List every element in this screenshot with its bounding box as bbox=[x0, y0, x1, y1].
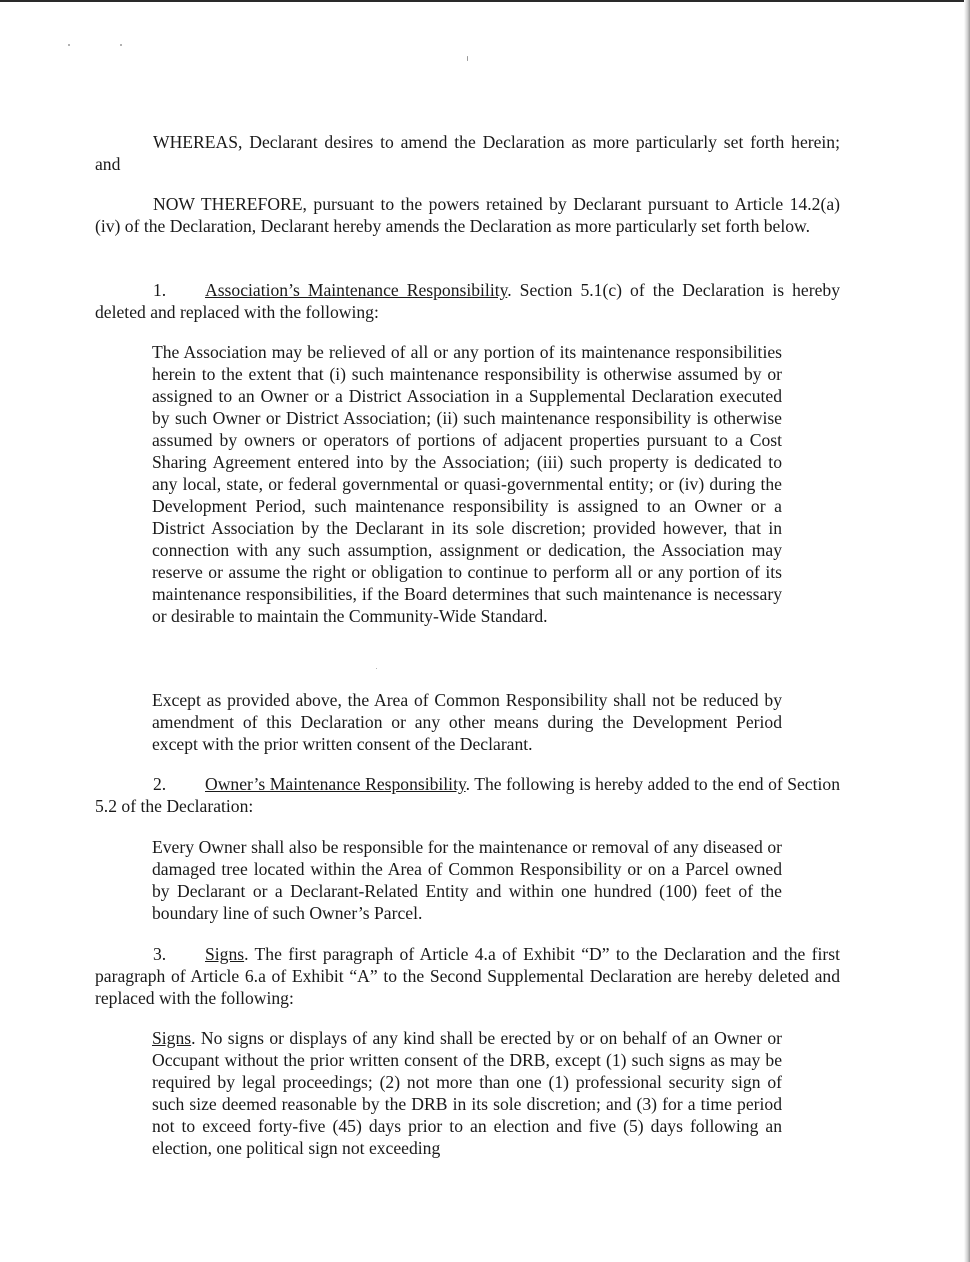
section-number: 2. bbox=[153, 774, 167, 794]
block-text: . No signs or displays of any kind shall be erected by or on behalf of an Owner or Occupant without the prior written consent of the DRB, except (1) such signs as may be required by legal proceedings; (2) not more than one (1) professional security sign of such size deemed reasonable by the DRB in its sole discretion; and (3) for a time period not to exceed forty-five (45) days prior to an election and five (5) days following an election, one political sign not exceeding bbox=[152, 1028, 782, 1158]
section-number: 1. bbox=[153, 280, 167, 300]
section-intro: . The first paragraph of Article 4.a of Exhibit “D” to the Declaration and the first paragraph of Article 6.a of Exhibit “A” to the Second Supplemental Declaration are hereby deleted and replaced with the following: bbox=[95, 944, 840, 1008]
section-number: 3. bbox=[153, 944, 167, 964]
scan-speck bbox=[68, 44, 70, 46]
section-1-paragraph bbox=[95, 279, 840, 323]
now-therefore-paragraph: NOW THEREFORE, pursuant to the powers retained by Declarant pursuant to Article 14.2(a)(iv) of the Declaration, Declarant hereby amends the Declaration as more particularly set forth below. bbox=[95, 194, 840, 236]
quoted-block: Every Owner shall also be responsible for the maintenance or removal of any diseased or damaged tree located within the Area of Common Responsibility or on a Parcel owned by Declarant or a Declarant-Related Entity and within one hundred (100) feet of the boundary line of such Owner’s Parcel. bbox=[152, 837, 782, 923]
scan-speck bbox=[120, 44, 122, 46]
section-2-paragraph bbox=[95, 773, 840, 817]
whereas-paragraph: WHEREAS, Declarant desires to amend the Declaration as more particularly set forth herein; and bbox=[95, 132, 840, 174]
scan-speck bbox=[467, 56, 468, 61]
section-intro: . The following is hereby added to the end of Section 5.2 of the Declaration: bbox=[95, 774, 840, 816]
quoted-block: The Association may be relieved of all or any portion of its maintenance responsibilities herein to the extent that (i) such maintenance responsibility is otherwise assumed by or assigned to an Owner or a District Association in a Supplemental Declaration executed by such Owner or District Association; (ii) such maintenance responsibility is otherwise assumed by owners or operators of portions of adjacent properties pursuant to a Cost Sharing Agreement entered into by the Association; (iii) such property is dedicated to any local, state, or federal governmental or quasi-governmental entity; or (iv) during the Development Period, such maintenance responsibility is assigned to an Owner or a District Association by the Declarant in its sole discretion; provided however, that in connection with any such assumption, assignment or dedication, the Association may reserve or assume the right or obligation to continue to perform all or any portion of its maintenance responsibilities, if the Board determines that such maintenance is necessary or desirable to maintain the Community-Wide Standard. bbox=[152, 342, 782, 626]
section-title: Association’s Maintenance Responsibility bbox=[205, 280, 508, 300]
quoted-block bbox=[152, 1027, 782, 1159]
page-top-edge bbox=[0, 0, 970, 2]
page-right-edge bbox=[964, 0, 970, 1262]
scan-speck bbox=[376, 668, 377, 669]
block-heading: Signs bbox=[152, 1028, 192, 1048]
section-title: Owner’s Maintenance Responsibility bbox=[205, 774, 466, 794]
section-title: Signs bbox=[205, 944, 245, 964]
quoted-block: Except as provided above, the Area of Common Responsibility shall not be reduced by amendment of this Declaration or any other means during the Development Period except with the prior written consent of the Declarant. bbox=[152, 690, 782, 754]
section-3-paragraph bbox=[95, 943, 840, 1009]
section-intro: . Section 5.1(c) of the Declaration is hereby deleted and replaced with the following: bbox=[95, 280, 840, 322]
